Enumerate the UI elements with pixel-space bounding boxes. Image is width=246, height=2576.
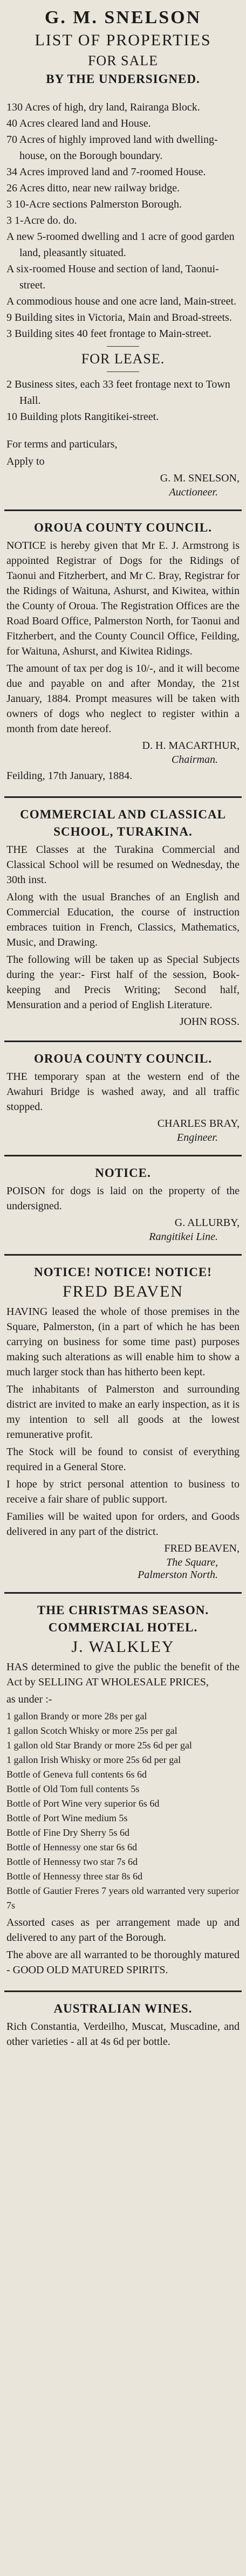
property-item: 3 1-Acre do. do. xyxy=(6,215,77,226)
for-sale-heading: FOR SALE xyxy=(87,53,159,68)
notice-paragraph: The following will be taken up as Special Subjects during the year:- First half of the session, Book-keeping and Precis Writing; Second half, Mensuration and a period of English Literature. xyxy=(6,954,240,1011)
property-item: 26 Acres ditto, near new railway bridge. xyxy=(6,182,180,194)
price-item: Bottle of Old Tom full contents 5s xyxy=(6,1783,140,1794)
signature: G. M. SNELSON, xyxy=(160,472,240,484)
section-divider xyxy=(4,1041,242,1042)
notice-paragraph: POISON for dogs is laid on the property of the undersigned. xyxy=(6,1185,240,1212)
property-item: A six-roomed House and section of land, Taonui-street. xyxy=(6,263,219,291)
section-divider xyxy=(4,796,242,798)
christmas-heading: THE CHRISTMAS SEASON. xyxy=(37,1603,209,1617)
ad-paragraph: The inhabitants of Palmerston and surrounding district are invited to make an early inspection, as it is my intention to sell all goods at the lowest remunerative profit. xyxy=(6,1383,240,1441)
section-divider xyxy=(4,1592,242,1594)
footer-line: Apply to xyxy=(6,456,45,467)
signature: D. H. MACARTHUR, xyxy=(142,740,240,752)
section-divider xyxy=(4,1155,242,1156)
ad-paragraph: I hope by strict personal attention to business to receive a fair share of public support. xyxy=(6,1478,240,1505)
address-line: The Square, xyxy=(166,1556,218,1568)
price-item: 1 gallon Scotch Whisky or more 25s per gal xyxy=(6,1725,177,1736)
property-item: A commodious house and one acre land, Main-street. xyxy=(6,295,236,307)
price-item: Bottle of Hennessy two star 7s 6d xyxy=(6,1856,138,1867)
ad-paragraph: Assorted cases as per arrangement made up and delivered to any part of the Borough. xyxy=(6,1917,240,1944)
price-item: 1 gallon Brandy or more 28s per gal xyxy=(6,1711,147,1721)
price-item: 1 gallon old Star Brandy or more 25s 6d per gal xyxy=(6,1740,192,1751)
hotel-heading: COMMERCIAL HOTEL. xyxy=(48,1621,198,1634)
advertiser-name: FRED BEAVEN xyxy=(63,1283,183,1300)
poison-notice xyxy=(4,1160,242,1251)
property-item: 3 Building sites 40 feet frontage to Main-street. xyxy=(6,328,211,340)
notice-heading: OROUA COUNTY COUNCIL. xyxy=(33,1052,213,1065)
signature-role: Chairman. xyxy=(171,754,218,766)
ad-paragraph: The Stock will be found to consist of everything required in a General Store. xyxy=(6,1446,240,1473)
signature: G. ALLURBY, xyxy=(174,1217,240,1229)
section-divider xyxy=(4,509,242,511)
notice-paragraph: Along with the usual Branches of an English and Commercial Education, the course of instruction embraces tuition in French, Classics, Mathematics, Music, and Drawing. xyxy=(6,891,240,948)
school-heading-2: SCHOOL, TURAKINA. xyxy=(53,825,193,838)
list-heading: LIST OF PROPERTIES xyxy=(35,31,211,49)
section-divider xyxy=(4,1990,242,1992)
newspaper-column xyxy=(4,0,242,2059)
school-heading-1: COMMERCIAL AND CLASSICAL xyxy=(20,808,226,821)
footer-line: For terms and particulars, xyxy=(6,438,118,450)
price-item: Bottle of Geneva full contents 6s 6d xyxy=(6,1769,147,1780)
price-item: Bottle of Hennessy three star 8s 6d xyxy=(6,1871,142,1882)
undersigned-heading: BY THE UNDERSIGNED. xyxy=(46,72,200,86)
snelson-advertisement xyxy=(4,2,242,506)
address-line: Palmerston North. xyxy=(138,1569,218,1581)
oroua-bridge-notice xyxy=(4,1045,242,1152)
property-item: 130 Acres of high, dry land, Rairanga Block. xyxy=(6,101,200,113)
ad-paragraph: HAS determined to give the public the benefit of the Act by SELLING AT WHOLESALE PRICES, xyxy=(6,1661,240,1688)
price-item: Bottle of Port Wine medium 5s xyxy=(6,1813,128,1823)
ad-paragraph: as under :- xyxy=(6,1693,52,1705)
australian-wines-advertisement xyxy=(4,1995,242,2059)
advertiser-name: J. WALKLEY xyxy=(71,1638,175,1656)
notice-paragraph: THE Classes at the Turakina Commercial and Classical School will be resumed on Wednesday, the 30th inst. xyxy=(6,844,240,886)
divider xyxy=(107,371,139,372)
notice-heading: NOTICE. xyxy=(95,1166,151,1180)
oroua-dog-registration-notice xyxy=(4,514,242,793)
ad-paragraph: Families will be waited upon for orders, and Goods delivered in any part of the district. xyxy=(6,1511,240,1538)
notice-heading: OROUA COUNTY COUNCIL. xyxy=(33,521,213,534)
lease-item: 10 Building plots Rangitikei-street. xyxy=(6,411,159,423)
notice-date: Feilding, 17th January, 1884. xyxy=(6,770,133,782)
lease-item: 2 Business sites, each 33 feet frontage next to Town Hall. xyxy=(6,378,230,407)
property-item: 34 Acres improved land and 7-roomed House. xyxy=(6,166,206,178)
section-divider xyxy=(4,1254,242,1256)
property-item: A new 5-roomed dwelling and 1 acre of good garden land, pleasantly situated. xyxy=(6,231,235,259)
price-item: 1 gallon Irish Whisky or more 25s 6d per gal xyxy=(6,1754,181,1765)
notice-paragraph: THE temporary span at the western end of the Awahuri Bridge is washed away, and all traffic stopped. xyxy=(6,1071,240,1113)
signature-role: Rangitikei Line. xyxy=(149,1231,218,1243)
advertiser-name: G. M. SNELSON xyxy=(44,8,202,27)
wines-heading: AUSTRALIAN WINES. xyxy=(53,2002,193,2015)
notice-banner: NOTICE! NOTICE! NOTICE! xyxy=(34,1265,212,1279)
beaven-advertisement xyxy=(4,1259,242,1589)
signature-role: Auctioneer. xyxy=(169,486,218,498)
notice-paragraph: NOTICE is hereby given that Mr E. J. Armstrong is appointed Registrar of Dogs for the Ridings of Taonui and Fitzherbert, and Mr C. Bray, Registrar for the Ridings of Waituna, Ashurst, and Kiwitea, within the County of Oroua. The Registration Offices are the Road Board Office, Palmerston North, for Taonui and Fitzherbert, and the County Council Office, Feilding, for Waituna, Ashurst, and Kiwitea Ridings. xyxy=(6,540,240,657)
notice-paragraph: The amount of tax per dog is 10/-, and it will become due and payable on and after Monday, the 21st January, 1884. Prompt measures will be taken with owners of dogs who neglect to register within a month from date hereof. xyxy=(6,663,240,735)
price-item: Bottle of Port Wine very superior 6s 6d xyxy=(6,1798,160,1809)
property-item: 3 10-Acre sections Palmerston Borough. xyxy=(6,198,182,210)
property-item: 70 Acres of highly improved land with dwelling-house, on the Borough boundary. xyxy=(6,134,218,162)
ad-paragraph: Rich Constantia, Verdeilho, Muscat, Muscadine, and other varieties - all at 4s 6d per bottle. xyxy=(6,2021,240,2048)
price-item: Bottle of Gautier Freres 7 years old warranted very superior 7s xyxy=(6,1885,240,1911)
property-item: 9 Building sites in Victoria, Main and Broad-streets. xyxy=(6,312,232,323)
divider xyxy=(107,346,139,347)
signature: JOHN ROSS. xyxy=(179,1016,240,1028)
ad-paragraph: The above are all warranted to be thoroughly matured - GOOD OLD MATURED SPIRITS. xyxy=(6,1949,240,1976)
price-item: Bottle of Hennessy one star 6s 6d xyxy=(6,1842,137,1852)
lease-heading: FOR LEASE. xyxy=(81,351,165,367)
walkley-advertisement xyxy=(4,1597,242,1987)
price-item: Bottle of Fine Dry Sherry 5s 6d xyxy=(6,1827,129,1838)
property-item: 40 Acres cleared land and House. xyxy=(6,118,151,129)
signature: CHARLES BRAY, xyxy=(157,1118,240,1129)
signature: FRED BEAVEN, xyxy=(164,1542,240,1554)
turakina-school-notice xyxy=(4,801,242,1037)
ad-paragraph: HAVING leased the whole of those premises in the Square, Palmerston, (in a part of which he has been carrying on business for some time past) purposes making such alterations as will enable him to show a much larger stock than has hitherto been kept. xyxy=(6,1306,240,1378)
signature-role: Engineer. xyxy=(176,1132,218,1144)
